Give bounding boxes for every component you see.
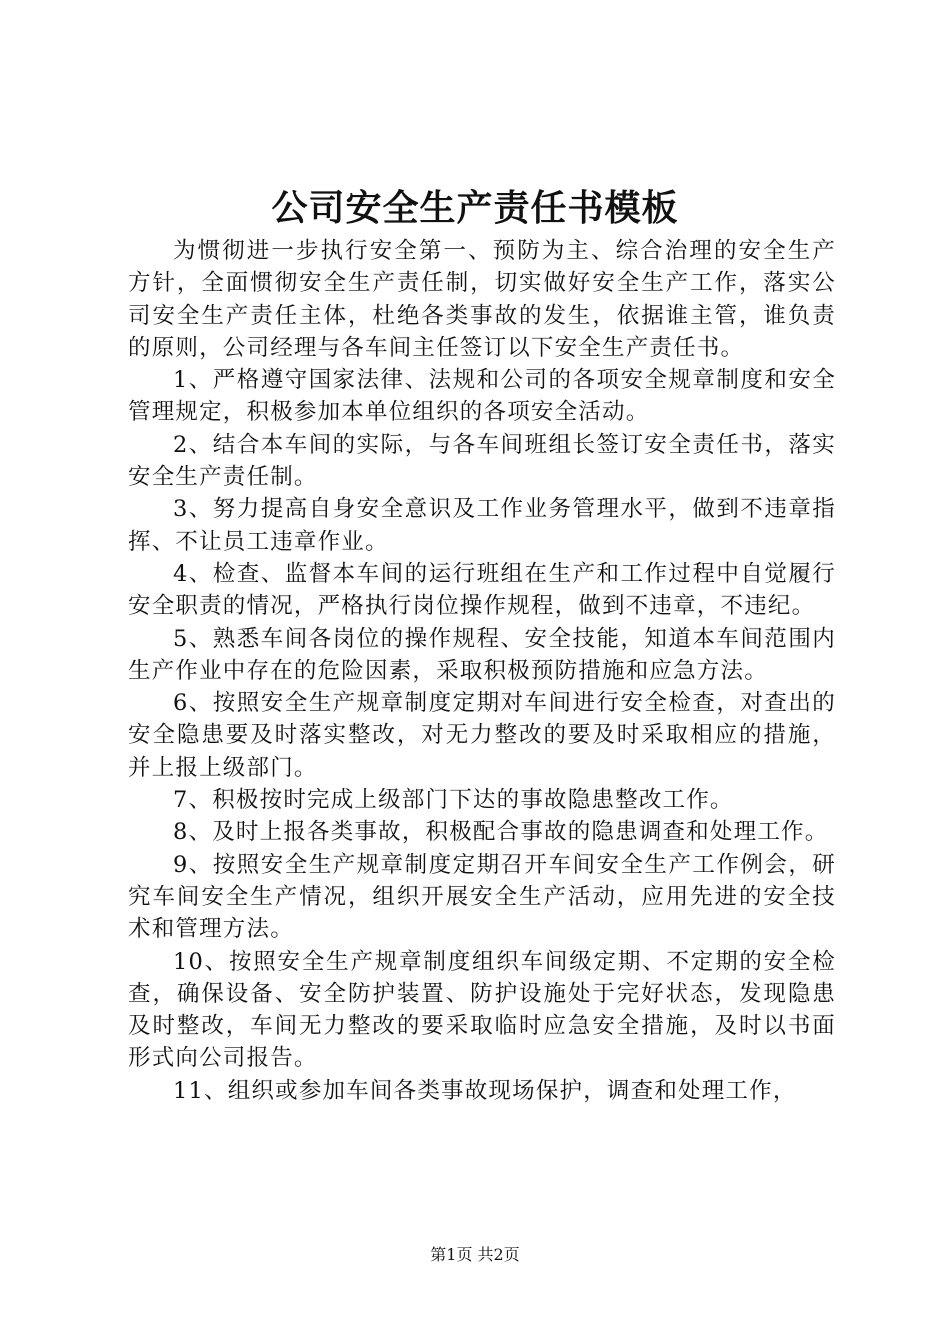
document-body bbox=[128, 235, 836, 1107]
paragraph-item-10: 10、按照安全生产规章制度组织车间级定期、不定期的安全检查，确保设备、安全防护装置、防护设施处于完好状态，发现隐患及时整改，车间无力整改的要采取临时应急安全措施，及时以书面形式向公司报告。 bbox=[128, 948, 836, 1072]
paragraph-item-7: 7、积极按时完成上级部门下达的事故隐患整改工作。 bbox=[173, 787, 734, 814]
document-title: 公司安全生产责任书模板 bbox=[271, 187, 679, 229]
paragraph-item-8: 8、及时上报各类事故，积极配合事故的隐患调查和处理工作。 bbox=[173, 819, 829, 846]
paragraph-item-5: 5、熟悉车间各岗位的操作规程、安全技能，知道本车间范围内生产作业中存在的危险因素，采取积极预防措施和应急方法。 bbox=[128, 625, 836, 684]
paragraph-intro: 为惯彻进一步执行安全第一、预防为主、综合治理的安全生产方针，全面惯彻安全生产责任制，切实做好安全生产工作，落实公司安全生产责任主体，杜绝各类事故的发生，依据谁主管，谁负责的原则，公司经理与各车间主任签订以下安全生产责任书。 bbox=[128, 238, 836, 361]
paragraph-item-9: 9、按照安全生产规章制度定期召开车间安全生产工作例会，研究车间安全生产情况，组织开展安全生产活动，应用先进的安全技术和管理方法。 bbox=[128, 851, 836, 943]
paragraph-item-11: 11、组织或参加车间各类事故现场保护，调查和处理工作， bbox=[173, 1077, 797, 1104]
paragraph-item-4: 4、检查、监督本车间的运行班组在生产和工作过程中自觉履行安全职责的情况，严格执行岗位操作规程，做到不违章，不违纪。 bbox=[128, 560, 836, 620]
paragraph-item-3: 3、努力提高自身安全意识及工作业务管理水平，做到不违章指挥、不让员工违章作业。 bbox=[128, 496, 836, 555]
paragraph-item-1: 1、严格遵守国家法律、法规和公司的各项安全规章制度和安全管理规定，积极参加本单位组织的各项安全活动。 bbox=[128, 367, 836, 426]
paragraph-item-6: 6、按照安全生产规章制度定期对车间进行安全检查，对查出的安全隐患要及时落实整改，对无力整改的要及时采取相应的措施，并上报上级部门。 bbox=[128, 690, 836, 781]
paragraph-item-2: 2、结合本车间的实际，与各车间班组长签订安全责任书，落实安全生产责任制。 bbox=[128, 431, 836, 491]
page-footer: 第1页 共2页 bbox=[430, 1245, 520, 1264]
